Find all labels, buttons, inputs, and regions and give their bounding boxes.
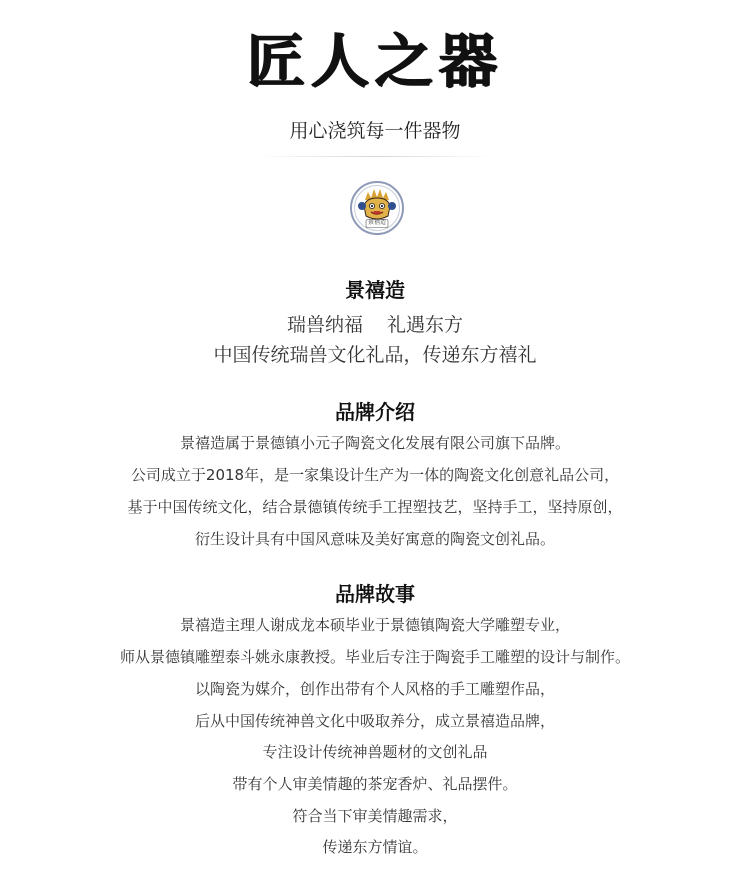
- brand-name: 景禧造: [345, 278, 405, 302]
- brand-tagline: 中国传统瑞兽文化礼品，传递东方禧礼: [213, 344, 537, 366]
- story-line: 后从中国传统神兽文化中吸取养分，成立景禧造品牌，: [194, 712, 555, 730]
- slogan-right: 礼遇东方: [387, 314, 464, 336]
- brand-slogan: [0, 312, 750, 338]
- story-line: 专注设计传统神兽题材的文创礼品: [262, 743, 488, 761]
- slogan-left: 瑞兽纳福: [286, 314, 363, 336]
- brand-seal-icon: [349, 180, 405, 236]
- story-line: 符合当下审美情趣需求，: [292, 807, 458, 825]
- title-divider: [255, 156, 495, 157]
- story-line: 传递东方情谊。: [322, 838, 428, 856]
- page-subtitle: 用心浇筑每一件器物: [289, 120, 461, 142]
- logo-label: 景禧造: [367, 219, 386, 226]
- intro-heading: 品牌介绍: [335, 400, 415, 424]
- story-line: 以陶瓷为媒介，创作出带有个人风格的手工雕塑作品，: [194, 680, 555, 698]
- story-line: 景禧造主理人谢成龙本硕毕业于景德镇陶瓷大学雕塑专业，: [179, 616, 570, 634]
- intro-line: 公司成立于2018年，是一家集设计生产为一体的陶瓷文化创意礼品公司，: [130, 466, 620, 484]
- page-title: 匠人之器: [246, 27, 503, 95]
- intro-line: 基于中国传统文化，结合景德镇传统手工捏塑技艺，坚持手工，坚持原创，: [127, 498, 623, 516]
- story-heading: 品牌故事: [335, 582, 415, 606]
- story-line: 师从景德镇雕塑泰斗姚永康教授。毕业后专注于陶瓷手工雕塑的设计与制作。: [119, 648, 630, 666]
- story-line: 带有个人审美情趣的茶宠香炉、礼品摆件。: [232, 775, 518, 793]
- intro-line: 景禧造属于景德镇小元子陶瓷文化发展有限公司旗下品牌。: [179, 434, 570, 452]
- intro-line: 衍生设计具有中国风意味及美好寓意的陶瓷文创礼品。: [194, 530, 555, 548]
